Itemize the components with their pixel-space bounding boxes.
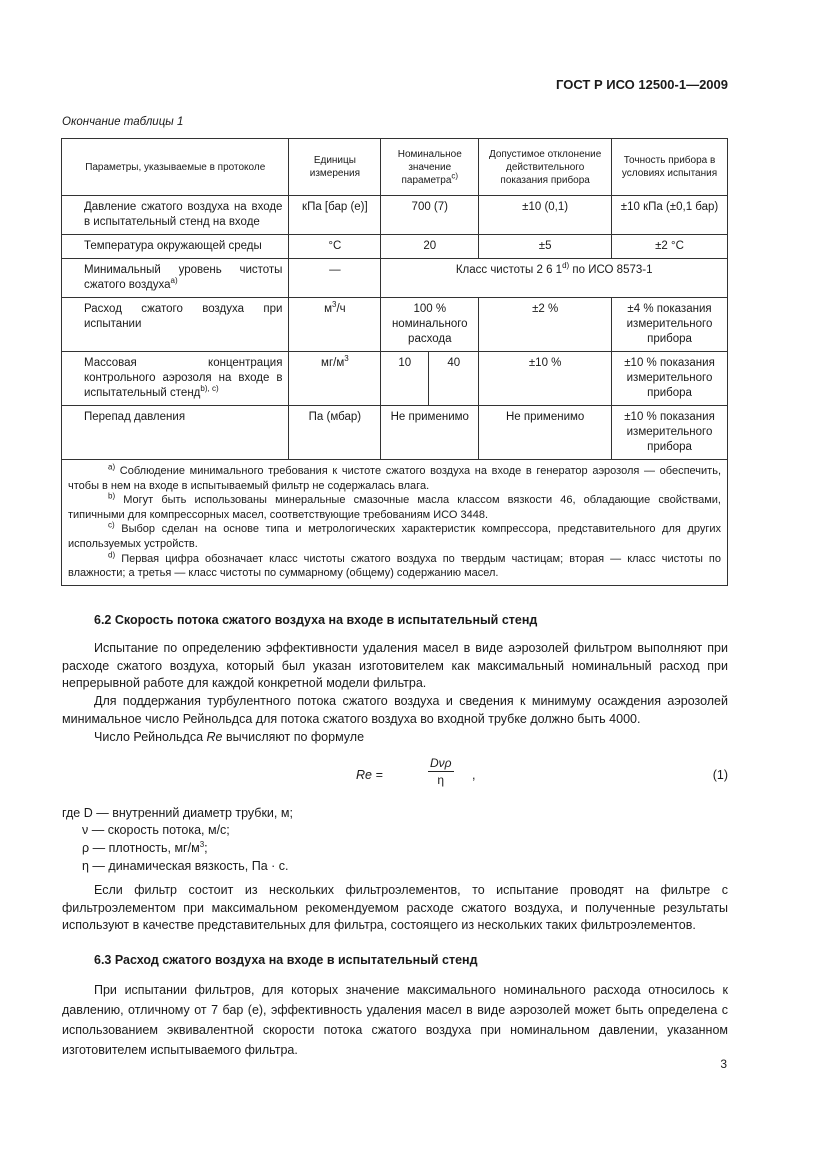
cell-accuracy: ±10 % показания измерительного прибора [612, 406, 728, 460]
parameters-table [61, 138, 728, 586]
variable-item: ν — скорость потока, м/с; [82, 823, 230, 838]
footnote: $^{c)}$ Выбор сделан на основе типа и метрологических характеристик компрессора, представительного для других используемых устройств. [68, 520, 721, 550]
header-nominal: Номинальное значение параметра$^{c)}$ [381, 139, 479, 196]
cell-param: Минимальный уровень чистоты сжатого воздуха$^{a)}$ [62, 259, 289, 298]
cell-deviation: ±10 % [479, 352, 612, 406]
cell-param: Температура окружающей среды [62, 235, 289, 259]
cell-deviation: ±10 (0,1) [479, 196, 612, 235]
section-heading: 6.2 Скорость потока сжатого воздуха на входе в испытательный стенд [94, 613, 538, 627]
variable-item: ρ — плотность, $мг/м^3$; [82, 840, 208, 856]
page-number: 3 [720, 1057, 727, 1071]
cell-param: Перепад давления [62, 406, 289, 460]
paragraph: Число Рейнольдса Re вычисляют по формуле [94, 729, 365, 744]
table-row [62, 235, 728, 259]
table-row [62, 259, 728, 298]
cell-nominal: 20 [381, 235, 479, 259]
footnote: $^{b)}$ Могут быть использованы минеральные смазочные масла классом вязкости 46, обладающие свойствами, типичными для компрессорных масел, соответствующие требованиям ИСО 3448. [68, 491, 721, 521]
footnote: $^{d)}$ Первая цифра обозначает класс чистоты сжатого воздуха по твердым частицам; вторая — класс чистоты по влажности; а третья — класс чистоты по суммарному (общему) содержанию масел. [68, 549, 721, 580]
cell-merged-class: Класс чистоты 2 6 1$^{d)}$ по ИСО 8573-1 [381, 259, 728, 298]
cell-units: кПа [бар (е)] [289, 196, 381, 235]
cell-units: Па (мбар) [289, 406, 381, 460]
header-units: Единицы измерения [289, 139, 381, 196]
variable-item: где D — внутренний диаметр трубки, м; [62, 805, 293, 820]
footnote: $^{a)}$ Соблюдение минимального требования к чистоте сжатого воздуха на входе в генератор аэрозоля — обеспечить, чтобы в нем на входе в испытываемый фильтр не содержалась влага. [68, 462, 721, 492]
variable-list [62, 805, 728, 876]
paragraph: Для поддержания турбулентного потока сжатого воздуха и сведения к минимуму осаждения аэрозолей минимальное число Рейнольдса для потока сжатого воздуха во входной трубке должно быть 4000. [62, 694, 728, 726]
cell-nominal: 700 (7) [381, 196, 479, 235]
section-heading: 6.3 Расход сжатого воздуха на входе в испытательный стенд [94, 953, 478, 967]
table-row [62, 406, 728, 460]
cell-nominal: Не применимо [381, 406, 479, 460]
table-notes [62, 460, 728, 586]
table-notes-row [62, 460, 728, 586]
paragraph: При испытании фильтров, для которых значение максимального номинального расхода относилось к давлению, отличному от 7 бар (е), эффективность удаления масел в виде аэрозолей может быть определена с использованием эквивалентной скорости потока сжатого воздуха при номинальном давлении, указанном изготовителем испытываемого фильтра. [62, 982, 728, 1057]
cell-param: Массовая концентрация контрольного аэрозоля на входе в испытательный стенд$^{b), c)}$ [62, 352, 289, 406]
cell-nominal-b: 40 [429, 352, 479, 406]
table-header-row [62, 139, 728, 196]
formula-lhs: Re = [356, 767, 383, 782]
table-caption: Окончание таблицы 1 [62, 116, 184, 128]
cell-accuracy: ±4 % показания измерительного прибора [612, 298, 728, 352]
cell-units: $м^3/ч$ [289, 298, 381, 352]
document-id: ГОСТ Р ИСО 12500-1—2009 [556, 77, 728, 92]
section-6-3 [62, 952, 728, 1060]
paragraph: Если фильтр состоит из нескольких фильтроэлементов, то испытание проводят на фильтре с фильтроэлементом при максимальном рекомендуемом расходе сжатого воздуха, и полученные результаты используют в качестве представительных для фильтра, состоящего из нескольких таких фильтроэлементов. [62, 882, 728, 933]
section-6-2 [62, 612, 728, 935]
paragraph: Испытание по определению эффективности удаления масел в виде аэрозолей фильтром выполняют при расходе сжатого воздуха, который был указан изготовителем как максимальный номинальный расход при непрерывной работе для каждой конкретной модели фильтра. [62, 640, 728, 691]
header-deviation: Допустимое отклонение действительного показания прибора [479, 139, 612, 196]
cell-accuracy: ±10 кПа (±0,1 бар) [612, 196, 728, 235]
table-row [62, 196, 728, 235]
header-param: Параметры, указываемые в протоколе [62, 139, 289, 196]
cell-accuracy: ±10 % показания измерительного прибора [612, 352, 728, 406]
table-row [62, 352, 728, 406]
formula-comma: , [472, 767, 476, 782]
cell-deviation: Не применимо [479, 406, 612, 460]
cell-deviation: ±5 [479, 235, 612, 259]
table-row [62, 298, 728, 352]
cell-nominal: 100 % номинального расхода [381, 298, 479, 352]
cell-units: °С [289, 235, 381, 259]
variable-item: η — динамическая вязкость, Па · с. [82, 858, 289, 873]
cell-param: Давление сжатого воздуха на входе в испытательный стенд на входе [62, 196, 289, 235]
header-accuracy: Точность прибора в условиях испытания [612, 139, 728, 196]
cell-param: Расход сжатого воздуха при испытании [62, 298, 289, 352]
cell-units: — [289, 259, 381, 298]
cell-units: $мг/м^3$ [289, 352, 381, 406]
cell-deviation: ±2 % [479, 298, 612, 352]
formula-fraction: Dνρ η [430, 755, 452, 787]
formula-number: (1) [712, 767, 728, 782]
cell-nominal-a: 10 [381, 352, 429, 406]
cell-accuracy: ±2 °С [612, 235, 728, 259]
formula [62, 755, 728, 799]
